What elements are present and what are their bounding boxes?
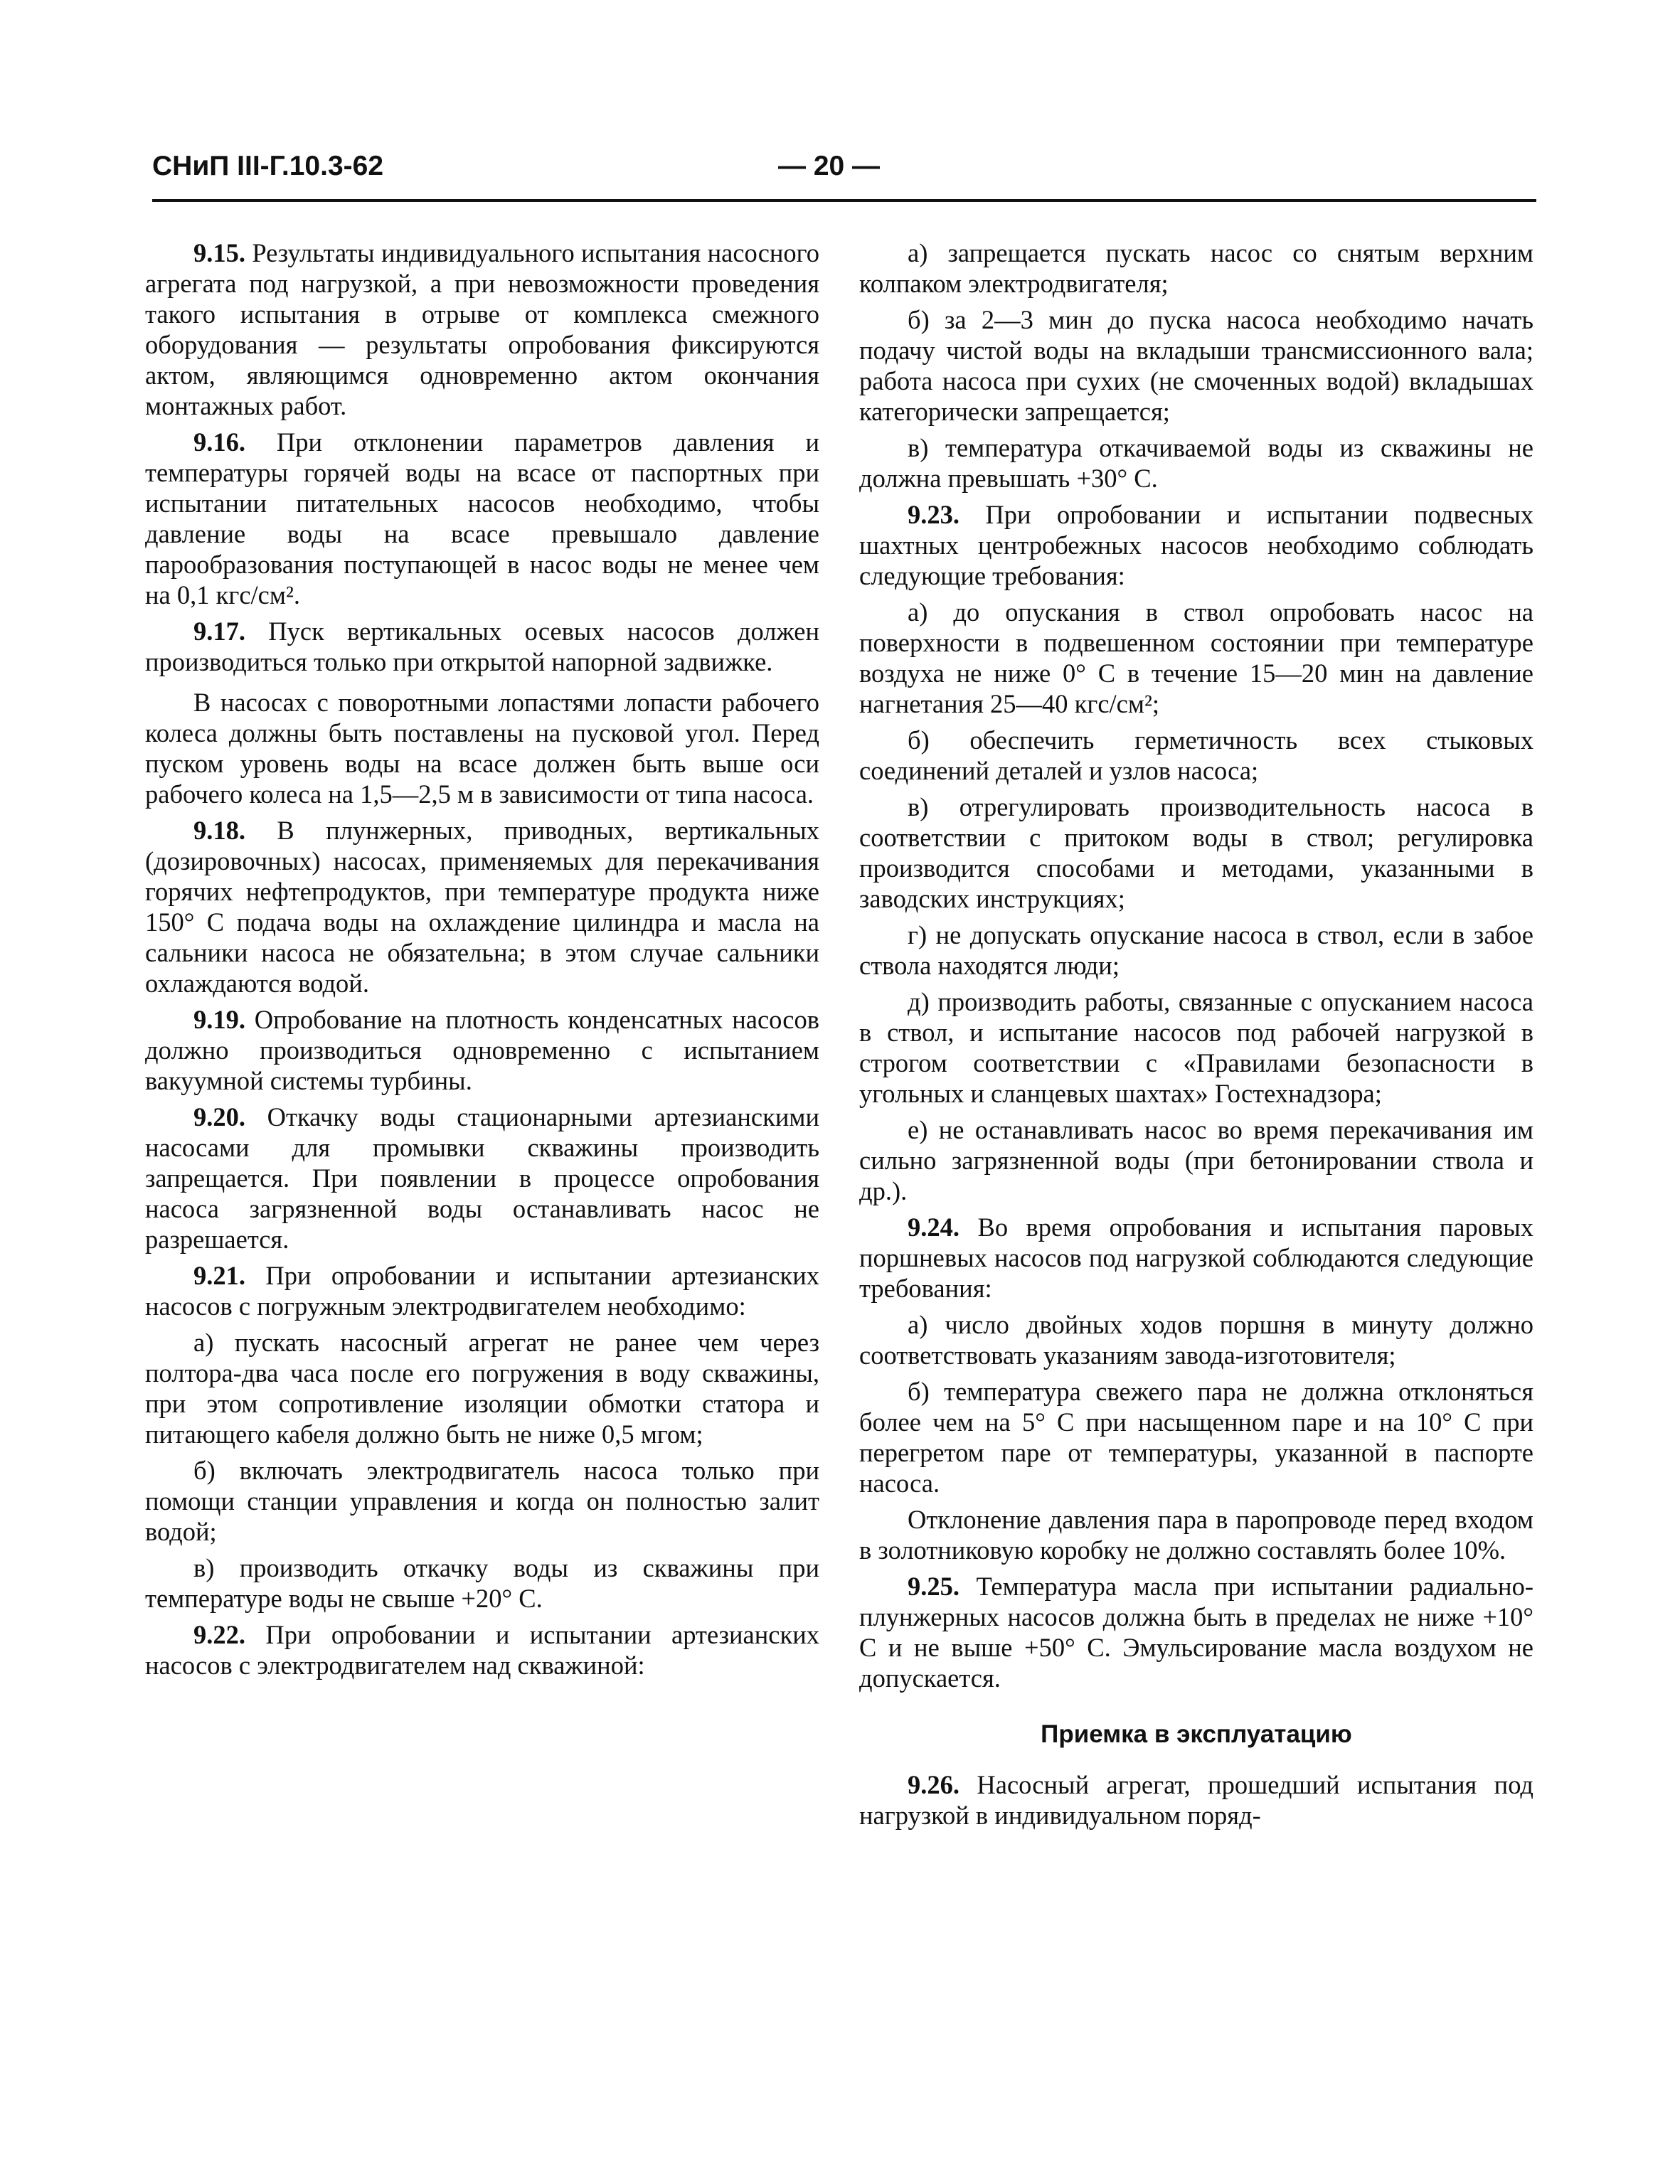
clause-number: 9.18. [193, 816, 245, 845]
paragraph [859, 304, 1533, 427]
paragraph-text: г) не допускать опускание насоса в ствол, если в забое ствола находятся люди; [859, 920, 1533, 980]
paragraph-text: б) температура свежего пара не должна отклоняться более чем на 5° С при насыщенном паре и на 10° С при перегретом паре от температуры, указанной в паспорте насоса. [859, 1377, 1533, 1498]
right-column [859, 238, 1533, 1836]
paragraph [859, 1309, 1533, 1370]
paragraph-text: а) запрещается пускать насос со снятым верхним колпаком электродвигателя; [859, 238, 1533, 298]
clause-number: 9.20. [193, 1102, 245, 1131]
clause-number: 9.19. [193, 1005, 245, 1034]
paragraph [859, 986, 1533, 1109]
paragraph-text: в) отрегулировать производительность насоса в соответствии с притоком воды в ствол; регулировка производится способами и методами, указанными в заводских инструкциях; [859, 792, 1533, 913]
document-code: СНиП III-Г.10.3-62 [152, 151, 384, 181]
paragraph-text: При опробовании и испытании артезианских насосов с электродвигателем над скважиной: [145, 1620, 819, 1680]
clause-number: 9.22. [193, 1620, 245, 1649]
paragraph [859, 238, 1533, 299]
paragraph [859, 792, 1533, 914]
paragraph [145, 1619, 819, 1680]
paragraph [145, 1455, 819, 1547]
paragraph-text: Температура масла при испытании радиально-плунжерных насосов должна быть в пределах не ниже +10° С и не выше +50° С. Эмульсирование масла воздухом не допускается. [859, 1572, 1533, 1693]
paragraph-text: а) пускать насосный агрегат не ранее чем через полтора-два часа после его погружения в воду скважины, при этом сопротивление изоляции обмотки статора и питающего кабеля должно быть не ниже 0,5 мгом; [145, 1328, 819, 1449]
clause-number: 9.16. [193, 427, 245, 457]
paragraph-text: В насосах с поворотными лопастями лопасти рабочего колеса должны быть поставлены на пусковой угол. Перед пуском уровень воды на всасе должен быть выше оси рабочего колеса на 1,5—2,5 м в зависимости от типа насоса. [145, 688, 819, 809]
page-number: — 20 — [778, 151, 881, 181]
paragraph [145, 238, 819, 421]
paragraph [859, 1769, 1533, 1831]
paragraph [859, 1212, 1533, 1304]
paragraph-text: е) не останавливать насос во время перекачивания им сильно загрязненной воды (при бетонировании ствола и др.). [859, 1115, 1533, 1205]
paragraph-text: а) число двойных ходов поршня в минуту должно соответствовать указаниям завода-изготовителя; [859, 1310, 1533, 1370]
clause-number: 9.24. [908, 1213, 959, 1242]
paragraph [859, 597, 1533, 719]
paragraph [145, 1552, 819, 1614]
paragraph-text: При отклонении параметров давления и температуры горячей воды на всасе от паспортных при испытании питательных насосов необходимо, чтобы давление воды на всасе превышало давление парообразования поступающей в насос воды не менее чем на 0,1 кгс/см². [145, 427, 819, 609]
paragraph-text: Насосный агрегат, прошедший испытания под нагрузкой в индивидуальном поряд- [859, 1770, 1533, 1830]
paragraph [145, 427, 819, 610]
paragraph [859, 499, 1533, 591]
paragraph-text: Отклонение давления пара в паропроводе перед входом в золотниковую коробку не должно составлять более 10%. [859, 1505, 1533, 1565]
paragraph-text: Во время опробования и испытания паровых поршневых насосов под нагрузкой соблюдаются следующие требования: [859, 1213, 1533, 1303]
paragraph [859, 1571, 1533, 1693]
paragraph-text: Пуск вертикальных осевых насосов должен производиться только при открытой напорной задвижке. [145, 617, 819, 676]
paragraph [145, 1102, 819, 1255]
clause-number: 9.15. [193, 238, 245, 267]
paragraph-text: Откачку воды стационарными артезианскими насосами для промывки скважины производить запрещается. При появлении в процессе опробования насоса загрязненной воды останавливать насос не разрешается. [145, 1102, 819, 1254]
paragraph [859, 1114, 1533, 1206]
clause-number: 9.26. [908, 1770, 959, 1799]
paragraph [859, 920, 1533, 981]
paragraph [145, 687, 819, 809]
clause-number: 9.23. [908, 500, 959, 529]
paragraph-text: Опробование на плотность конденсатных насосов должно производиться одновременно с испытанием вакуумной системы турбины. [145, 1005, 819, 1095]
paragraph-text: б) обеспечить герметичность всех стыковых соединений деталей и узлов насоса; [859, 725, 1533, 785]
page-header [152, 151, 1536, 193]
paragraph [859, 432, 1533, 494]
paragraph-text: б) включать электродвигатель насоса только при помощи станции управления и когда он полностью залит водой; [145, 1456, 819, 1546]
paragraph-text: б) за 2—3 мин до пуска насоса необходимо начать подачу чистой воды на вкладыши трансмиссионного вала; работа насоса при сухих (не смоченных водой) вкладышах категорически запрещается; [859, 305, 1533, 426]
paragraph [859, 725, 1533, 786]
section-title: Приемка в эксплуатацию [1041, 1720, 1352, 1748]
paragraph-text: д) производить работы, связанные с опусканием насоса в ствол, и испытание насосов под рабочей нагрузкой в строгом соответствии с «Правилами безопасности в угольных и сланцевых шахтах» Гостехнадзора; [859, 987, 1533, 1108]
paragraph-text: в) производить откачку воды из скважины при температуре воды не свыше +20° С. [145, 1553, 819, 1613]
paragraph [145, 1327, 819, 1449]
paragraph-text: При опробовании и испытании артезианских насосов с погружным электродвигателем необходимо: [145, 1261, 819, 1321]
clause-number: 9.25. [908, 1572, 959, 1601]
paragraph-text: В плунжерных, приводных, вертикальных (дозировочных) насосах, применяемых для перекачивания горячих нефтепродуктов, при температуре продукта ниже 150° С подача воды на охлаждение цилиндра и масла на сальники насоса не обязательна; в этом случае сальники охлаждаются водой. [145, 816, 819, 998]
paragraph [145, 1260, 819, 1321]
clause-number: 9.17. [193, 617, 245, 646]
header-rule [152, 199, 1536, 202]
clause-number: 9.21. [193, 1261, 245, 1290]
paragraph [145, 815, 819, 998]
paragraph-text: При опробовании и испытании подвесных шахтных центробежных насосов необходимо соблюдать следующие требования: [859, 500, 1533, 590]
left-column [145, 238, 819, 1686]
paragraph [859, 1504, 1533, 1565]
paragraph [859, 1376, 1533, 1498]
paragraph-text: а) до опускания в ствол опробовать насос на поверхности в подвешенном состоянии при температуре воздуха не ниже 0° С в течение 15—20 мин на давление нагнетания 25—40 кгс/см²; [859, 597, 1533, 718]
paragraph-text: Результаты индивидуального испытания насосного агрегата под нагрузкой, а при невозможности проведения такого испытания в отрыве от комплекса смежного оборудования — результаты опробования фиксируются актом, являющимся одновременно актом окончания монтажных работ. [145, 238, 819, 420]
paragraph-text: в) температура откачиваемой воды из скважины не должна превышать +30° С. [859, 433, 1533, 493]
paragraph [145, 1004, 819, 1096]
paragraph [145, 616, 819, 677]
